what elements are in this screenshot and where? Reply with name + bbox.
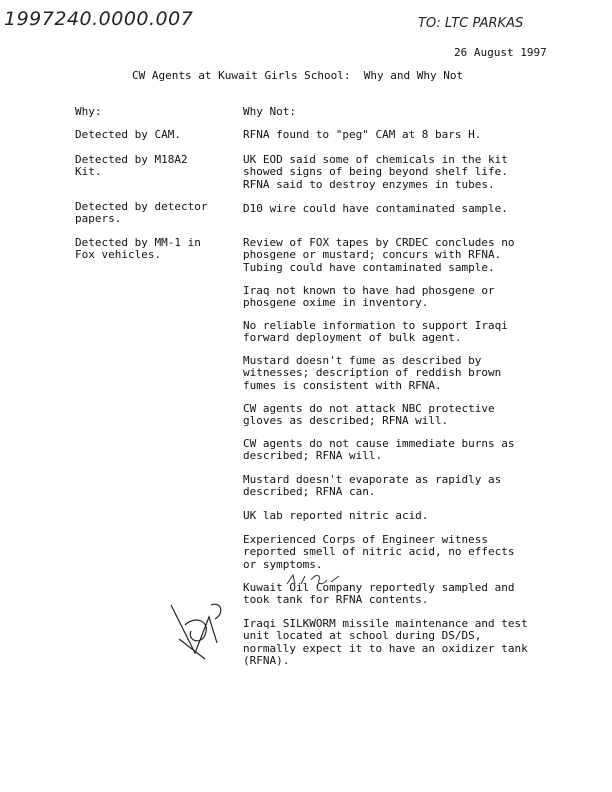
why-not-item: Review of FOX tapes by CRDEC concludes no phosgene or mustard; concurs with RFNA. Tubing could have contaminated sample. bbox=[243, 236, 515, 274]
why-not-item: CW agents do not cause immediate burns as described; RFNA will. bbox=[243, 437, 515, 463]
document-date: 26 August 1997 bbox=[454, 46, 547, 59]
why-not-heading: Why Not: bbox=[243, 105, 296, 118]
why-not-item: Mustard doesn't evaporate as rapidly as described; RFNA can. bbox=[243, 473, 502, 499]
why-item: Detected by detector papers. bbox=[75, 200, 208, 226]
why-item: Detected by MM-1 in Fox vehicles. bbox=[75, 236, 201, 262]
why-not-item: RFNA found to "peg" CAM at 8 bars H. bbox=[243, 128, 482, 141]
why-not-item: Iraq not known to have had phosgene or phosgene oxime in inventory. bbox=[243, 284, 495, 310]
why-not-item: UK EOD said some of chemicals in the kit showed signs of being beyond shelf life. RFNA said to destroy enzymes in tubes. bbox=[243, 153, 508, 191]
signature-scribble bbox=[165, 595, 235, 665]
routing-note: TO: LTC PARKAS bbox=[418, 16, 524, 31]
why-not-item: D10 wire could have contaminated sample. bbox=[243, 202, 508, 215]
document-id: 1997240.0000.007 bbox=[4, 8, 194, 30]
why-item: Detected by CAM. bbox=[75, 128, 181, 141]
why-not-item: UK lab reported nitric acid. bbox=[243, 509, 429, 522]
handwritten-initials bbox=[285, 572, 341, 588]
document-title: CW Agents at Kuwait Girls School: Why and Why Not bbox=[132, 69, 464, 82]
why-not-item: Mustard doesn't fume as described by witnesses; description of reddish brown fumes is consistent with RFNA. bbox=[243, 354, 502, 392]
why-not-item: Experienced Corps of Engineer witness reported smell of nitric acid, no effects or symptoms. bbox=[243, 533, 515, 571]
why-not-item: No reliable information to support Iraqi forward deployment of bulk agent. bbox=[243, 319, 508, 345]
why-not-item: Kuwait Oil Company reportedly sampled and took tank for RFNA contents. bbox=[243, 581, 515, 607]
why-not-item: Iraqi SILKWORM missile maintenance and test unit located at school during DS/DS, normally expect it to have an oxidizer tank (RFNA). bbox=[243, 617, 528, 668]
why-item: Detected by M18A2 Kit. bbox=[75, 153, 188, 179]
why-not-item: CW agents do not attack NBC protective gloves as described; RFNA will. bbox=[243, 402, 495, 428]
why-heading: Why: bbox=[75, 105, 102, 118]
